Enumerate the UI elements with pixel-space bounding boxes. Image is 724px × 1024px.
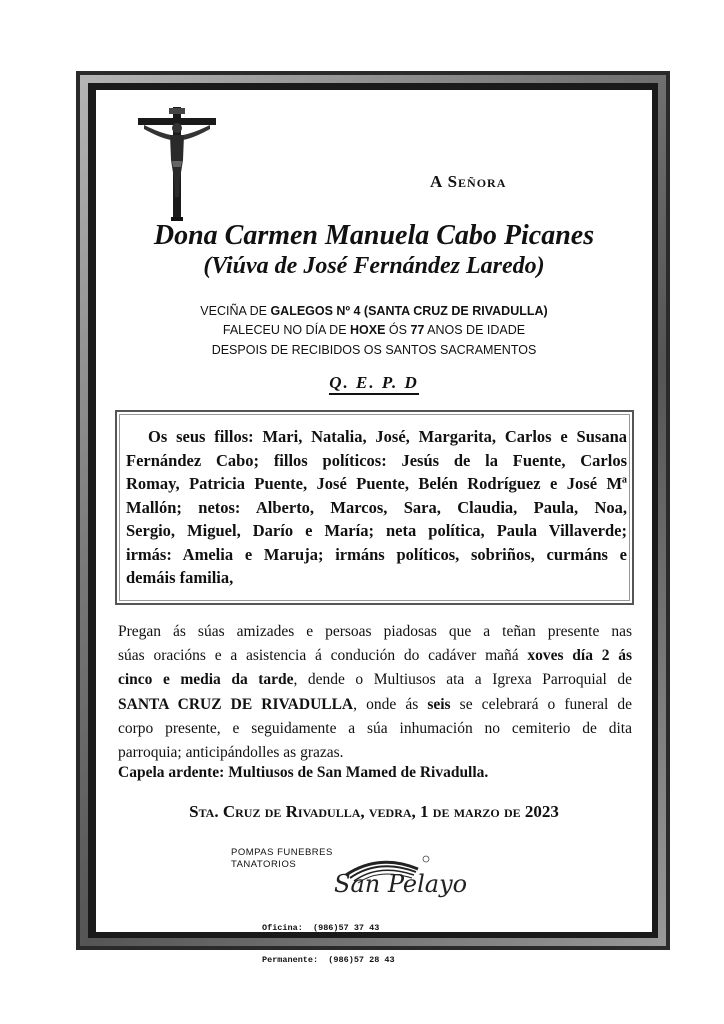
family-line: Sergio, Miguel, Darío e María; neta política, Paula Villaverde; [126,521,627,540]
paragraph-text-bold: SANTA CRUZ DE RIVADULLA [118,695,354,713]
phone-oficina: Oficina: (986)57 37 43 [262,923,380,933]
paragraph-text: , dende o Multiusos ata a Igrexa Parroquial de [293,671,632,689]
family-line: demáis familia, [126,568,234,587]
paragraph-text-bold: seis [427,695,451,713]
qepd-label [96,373,652,393]
paragraph-line [118,693,632,717]
deceased-name: Dona Carmen Manuela Cabo Picanes [153,220,595,251]
paragraph-text: súas oracións e a asistencia á condución do cadáver mañá [118,647,528,665]
family-line: Fernández Cabo; fillos políticos: Jesús de la Fuente, Carlos [126,450,627,470]
info-text: ÓS [385,323,411,337]
paragraph-text: se celebrará o funeral de [450,695,632,713]
info-text-bold: 77 [410,323,425,337]
family-line: irmás: Amelia e Maruja; irmáns políticos, sobriños, curmáns e [126,544,627,564]
funeral-home-label [231,847,333,871]
paragraph-line: corpo presente, e seguidamente a súa inhumación no cemiterio de dita [118,719,632,737]
san-pelayo-logo-text: San Pelayo [334,870,468,898]
paragraph-text-bold: xoves día 2 ás [527,647,632,665]
family-line: Romay, Patricia Puente, José Puente, Belén Rodríguez e José Mª [126,474,627,493]
heading-senora: A Señora [430,172,507,191]
crucifix-icon [134,105,220,223]
info-text: VECIÑA DE [200,304,271,318]
paragraph-line [118,644,632,668]
paragraph-text: , onde ás [353,695,428,713]
info-text: ANOS DE IDADE [424,323,526,337]
contact-phones [262,902,395,976]
info-text: FALECEU NO DÍA DE [222,323,351,337]
funeral-paragraph [118,620,632,765]
paragraph-text-bold: cinco e media da tarde [118,671,294,689]
family-line: Mallón; netos: Alberto, Marcos, Sara, Claudia, Paula, Noa, [126,497,627,517]
family-line: Os seus fillos: Mari, Natalia, José, Margarita, Carlos e Susana [148,427,627,446]
paragraph-line: parroquia; anticipándolles as grazas. [118,743,344,761]
info-line-death [96,323,652,337]
info-line-residence [96,304,652,318]
tanatorios-text: TANATORIOS [231,859,297,870]
info-text-bold: GALEGOS Nº 4 (SANTA CRUZ DE RIVADULLA) [270,304,548,318]
pompas-text: POMPAS FUNEBRES [231,847,333,858]
place-date: Sta. Cruz de Rivadulla, vedra, 1 de marzo de 2023 [189,802,559,821]
qepd-text: Q. E. P. D [329,373,419,395]
widow-of: (Viúva de José Fernández Laredo) [203,253,545,279]
paragraph-line: Pregan ás súas amizades e persoas piadosas que a teñan presente nas [118,623,632,640]
family-box [115,410,634,605]
info-line-sacraments: DESPOIS DE RECIBIDOS OS SANTOS SACRAMENTOS [211,343,537,357]
phone-permanente: Permanente: (986)57 28 43 [262,954,395,965]
capela-ardente: Capela ardente: Multiusos de San Mamed de Rivadulla. [118,764,489,781]
info-text-bold: HOXE [350,323,386,337]
family-box-inner [119,414,630,601]
paragraph-line [118,668,632,692]
